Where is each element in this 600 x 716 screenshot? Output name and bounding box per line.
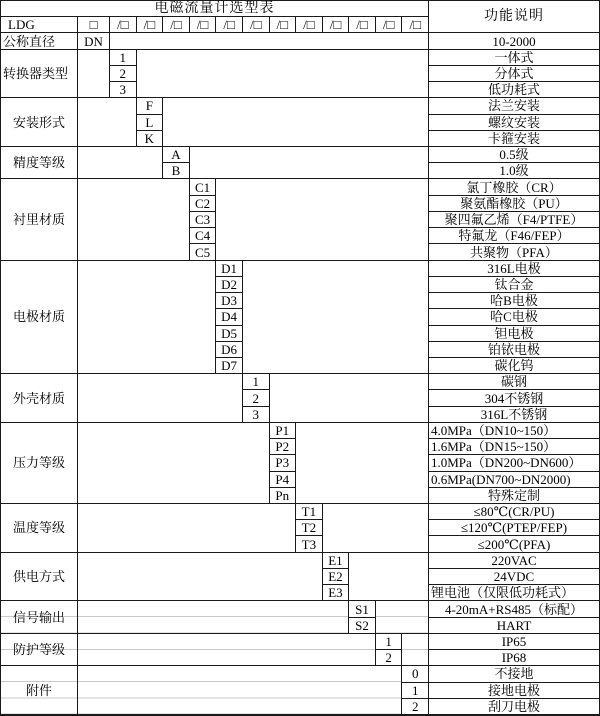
code-cell: P2 [270, 439, 297, 455]
code-cell: 3 [243, 407, 270, 423]
model-code-box: /□ [349, 17, 376, 33]
code-cell: T3 [296, 536, 323, 552]
function-cell: 4.0MPa（DN10~150） [429, 423, 599, 439]
category-name: 附件 [1, 666, 78, 715]
spacer-cell [349, 553, 429, 602]
code-cell: D4 [216, 309, 243, 325]
function-cell: 4-20mA+RS485（标配） [429, 601, 599, 617]
model-code-box: /□ [110, 17, 137, 33]
model-code-box: /□ [243, 17, 270, 33]
function-cell: 螺纹安装 [429, 115, 599, 131]
category-name: 信号输出 [1, 601, 78, 633]
function-cell: 哈B电极 [429, 293, 599, 309]
function-cell: 1.6MPa（DN15~150） [429, 439, 599, 455]
code-cell: 1 [110, 50, 137, 66]
code-cell: Pn [270, 488, 297, 504]
function-cell: 10-2000 [429, 33, 599, 49]
code-cell: F [137, 98, 164, 114]
function-cell: 接地电极 [429, 683, 599, 699]
spacer-cell [110, 33, 429, 49]
code-cell: E3 [323, 585, 350, 601]
spacer-cell [78, 261, 216, 375]
code-cell: E1 [323, 553, 350, 569]
code-cell: C1 [190, 179, 217, 195]
model-code-box: /□ [190, 17, 217, 33]
code-cell: T1 [296, 504, 323, 520]
code-cell: D3 [216, 293, 243, 309]
spacer-cell [78, 504, 296, 553]
function-cell: 锂电池（仅限低功耗式） [429, 585, 599, 601]
category-name: 转换器类型 [1, 50, 78, 99]
category-name: 安装形式 [1, 98, 78, 147]
category-name: 外壳材质 [1, 374, 78, 423]
function-cell: IP65 [429, 634, 599, 650]
code-cell: D6 [216, 342, 243, 358]
function-cell: ≤120℃(PTEP/FEP) [429, 520, 599, 536]
code-cell: T2 [296, 520, 323, 536]
code-cell: 0 [402, 666, 429, 682]
code-cell: 2 [376, 650, 403, 666]
function-cell: ≤200℃(PFA) [429, 536, 599, 552]
spacer-cell [323, 504, 429, 553]
code-cell: 2 [110, 66, 137, 82]
code-cell: L [137, 115, 164, 131]
function-cell: 哈C电极 [429, 309, 599, 325]
function-cell: 304不锈钢 [429, 390, 599, 406]
function-cell: 不接地 [429, 666, 599, 682]
code-cell: S1 [349, 601, 376, 617]
function-cell: 1.0MPa（DN200~DN600） [429, 455, 599, 471]
code-cell: P3 [270, 455, 297, 471]
code-cell: 2 [243, 390, 270, 406]
model-code-box: /□ [137, 17, 164, 33]
model-code-box: /□ [296, 17, 323, 33]
function-cell: HART [429, 618, 599, 634]
function-cell: 碳钢 [429, 374, 599, 390]
model-code-box: /□ [270, 17, 297, 33]
function-cell: 0.5级 [429, 147, 599, 163]
function-cell: 0.6MPa(DN700~DN2000) [429, 472, 599, 488]
code-cell: 3 [110, 82, 137, 98]
spacer-cell [163, 98, 429, 147]
table-title: 电磁流量计选型表 [1, 1, 429, 17]
model-code-box: /□ [376, 17, 403, 33]
function-cell: 碳化钨 [429, 358, 599, 374]
model-code-box-first: □ [78, 17, 110, 33]
function-cell: 316L不锈钢 [429, 407, 599, 423]
category-name: 供电方式 [1, 553, 78, 602]
code-cell: 1 [376, 634, 403, 650]
spacer-cell [216, 179, 429, 260]
code-cell: E2 [323, 569, 350, 585]
model-prefix: LDG [1, 17, 78, 33]
spacer-cell [243, 261, 429, 375]
function-cell: 1.0级 [429, 163, 599, 179]
spacer-cell [78, 179, 190, 260]
spacer-cell [78, 423, 270, 504]
model-code-box: /□ [216, 17, 243, 33]
code-cell: B [163, 163, 190, 179]
category-name: 防护等级 [1, 634, 78, 666]
spacer-cell [376, 601, 429, 633]
code-cell: D2 [216, 277, 243, 293]
function-cell: 分体式 [429, 66, 599, 82]
category-name: 压力等级 [1, 423, 78, 504]
function-cell: 法兰安装 [429, 98, 599, 114]
function-column-header: 功能说明 [429, 1, 599, 33]
spacer-cell [78, 634, 376, 666]
spacer-cell [137, 50, 429, 99]
function-cell: ≤80℃(CR/PU) [429, 504, 599, 520]
spacer-cell [402, 634, 429, 666]
spacer-cell [296, 423, 429, 504]
function-cell: 低功耗式 [429, 82, 599, 98]
code-cell: 1 [402, 683, 429, 699]
category-name: 精度等级 [1, 147, 78, 179]
code-cell: K [137, 131, 164, 147]
spacer-cell [78, 601, 349, 633]
function-cell: IP68 [429, 650, 599, 666]
function-cell: 钽电极 [429, 326, 599, 342]
code-cell: 1 [243, 374, 270, 390]
function-cell: 一体式 [429, 50, 599, 66]
category-name: 电极材质 [1, 261, 78, 375]
function-cell: 特殊定制 [429, 488, 599, 504]
spacer-cell [190, 147, 429, 179]
code-cell: S2 [349, 618, 376, 634]
spacer-cell [78, 666, 402, 715]
function-cell: 特氟龙（F46/FEP） [429, 228, 599, 244]
category-name: 衬里材质 [1, 179, 78, 260]
category-name: 温度等级 [1, 504, 78, 553]
function-cell: 卡箍安装 [429, 131, 599, 147]
function-cell: 24VDC [429, 569, 599, 585]
code-cell: D1 [216, 261, 243, 277]
code-cell: DN [78, 33, 110, 49]
function-cell: 聚氨酯橡胶（PU） [429, 196, 599, 212]
spacer-cell [78, 553, 323, 602]
code-cell: P4 [270, 472, 297, 488]
spacer-cell [270, 374, 430, 423]
code-cell: C3 [190, 212, 217, 228]
function-cell: 钛合金 [429, 277, 599, 293]
model-code-box: /□ [163, 17, 190, 33]
spacer-cell [78, 98, 137, 147]
function-cell: 氯丁橡胶（CR） [429, 179, 599, 195]
category-name: 公称直径 [1, 33, 78, 49]
code-cell: 2 [402, 699, 429, 715]
code-cell: P1 [270, 423, 297, 439]
code-cell: D5 [216, 326, 243, 342]
spacer-cell [78, 374, 243, 423]
code-cell: D7 [216, 358, 243, 374]
function-cell: 刮刀电极 [429, 699, 599, 715]
function-cell: 聚四氟乙烯（F4/PTFE） [429, 212, 599, 228]
spacer-cell [78, 147, 163, 179]
code-cell: C2 [190, 196, 217, 212]
code-cell: C5 [190, 244, 217, 260]
model-code-box: /□ [323, 17, 350, 33]
model-code-box: /□ [402, 17, 429, 33]
function-cell: 220VAC [429, 553, 599, 569]
code-cell: C4 [190, 228, 217, 244]
code-cell: A [163, 147, 190, 163]
spacer-cell [78, 50, 110, 99]
function-cell: 铂铱电极 [429, 342, 599, 358]
function-cell: 316L电极 [429, 261, 599, 277]
function-cell: 共聚物（PFA） [429, 244, 599, 260]
